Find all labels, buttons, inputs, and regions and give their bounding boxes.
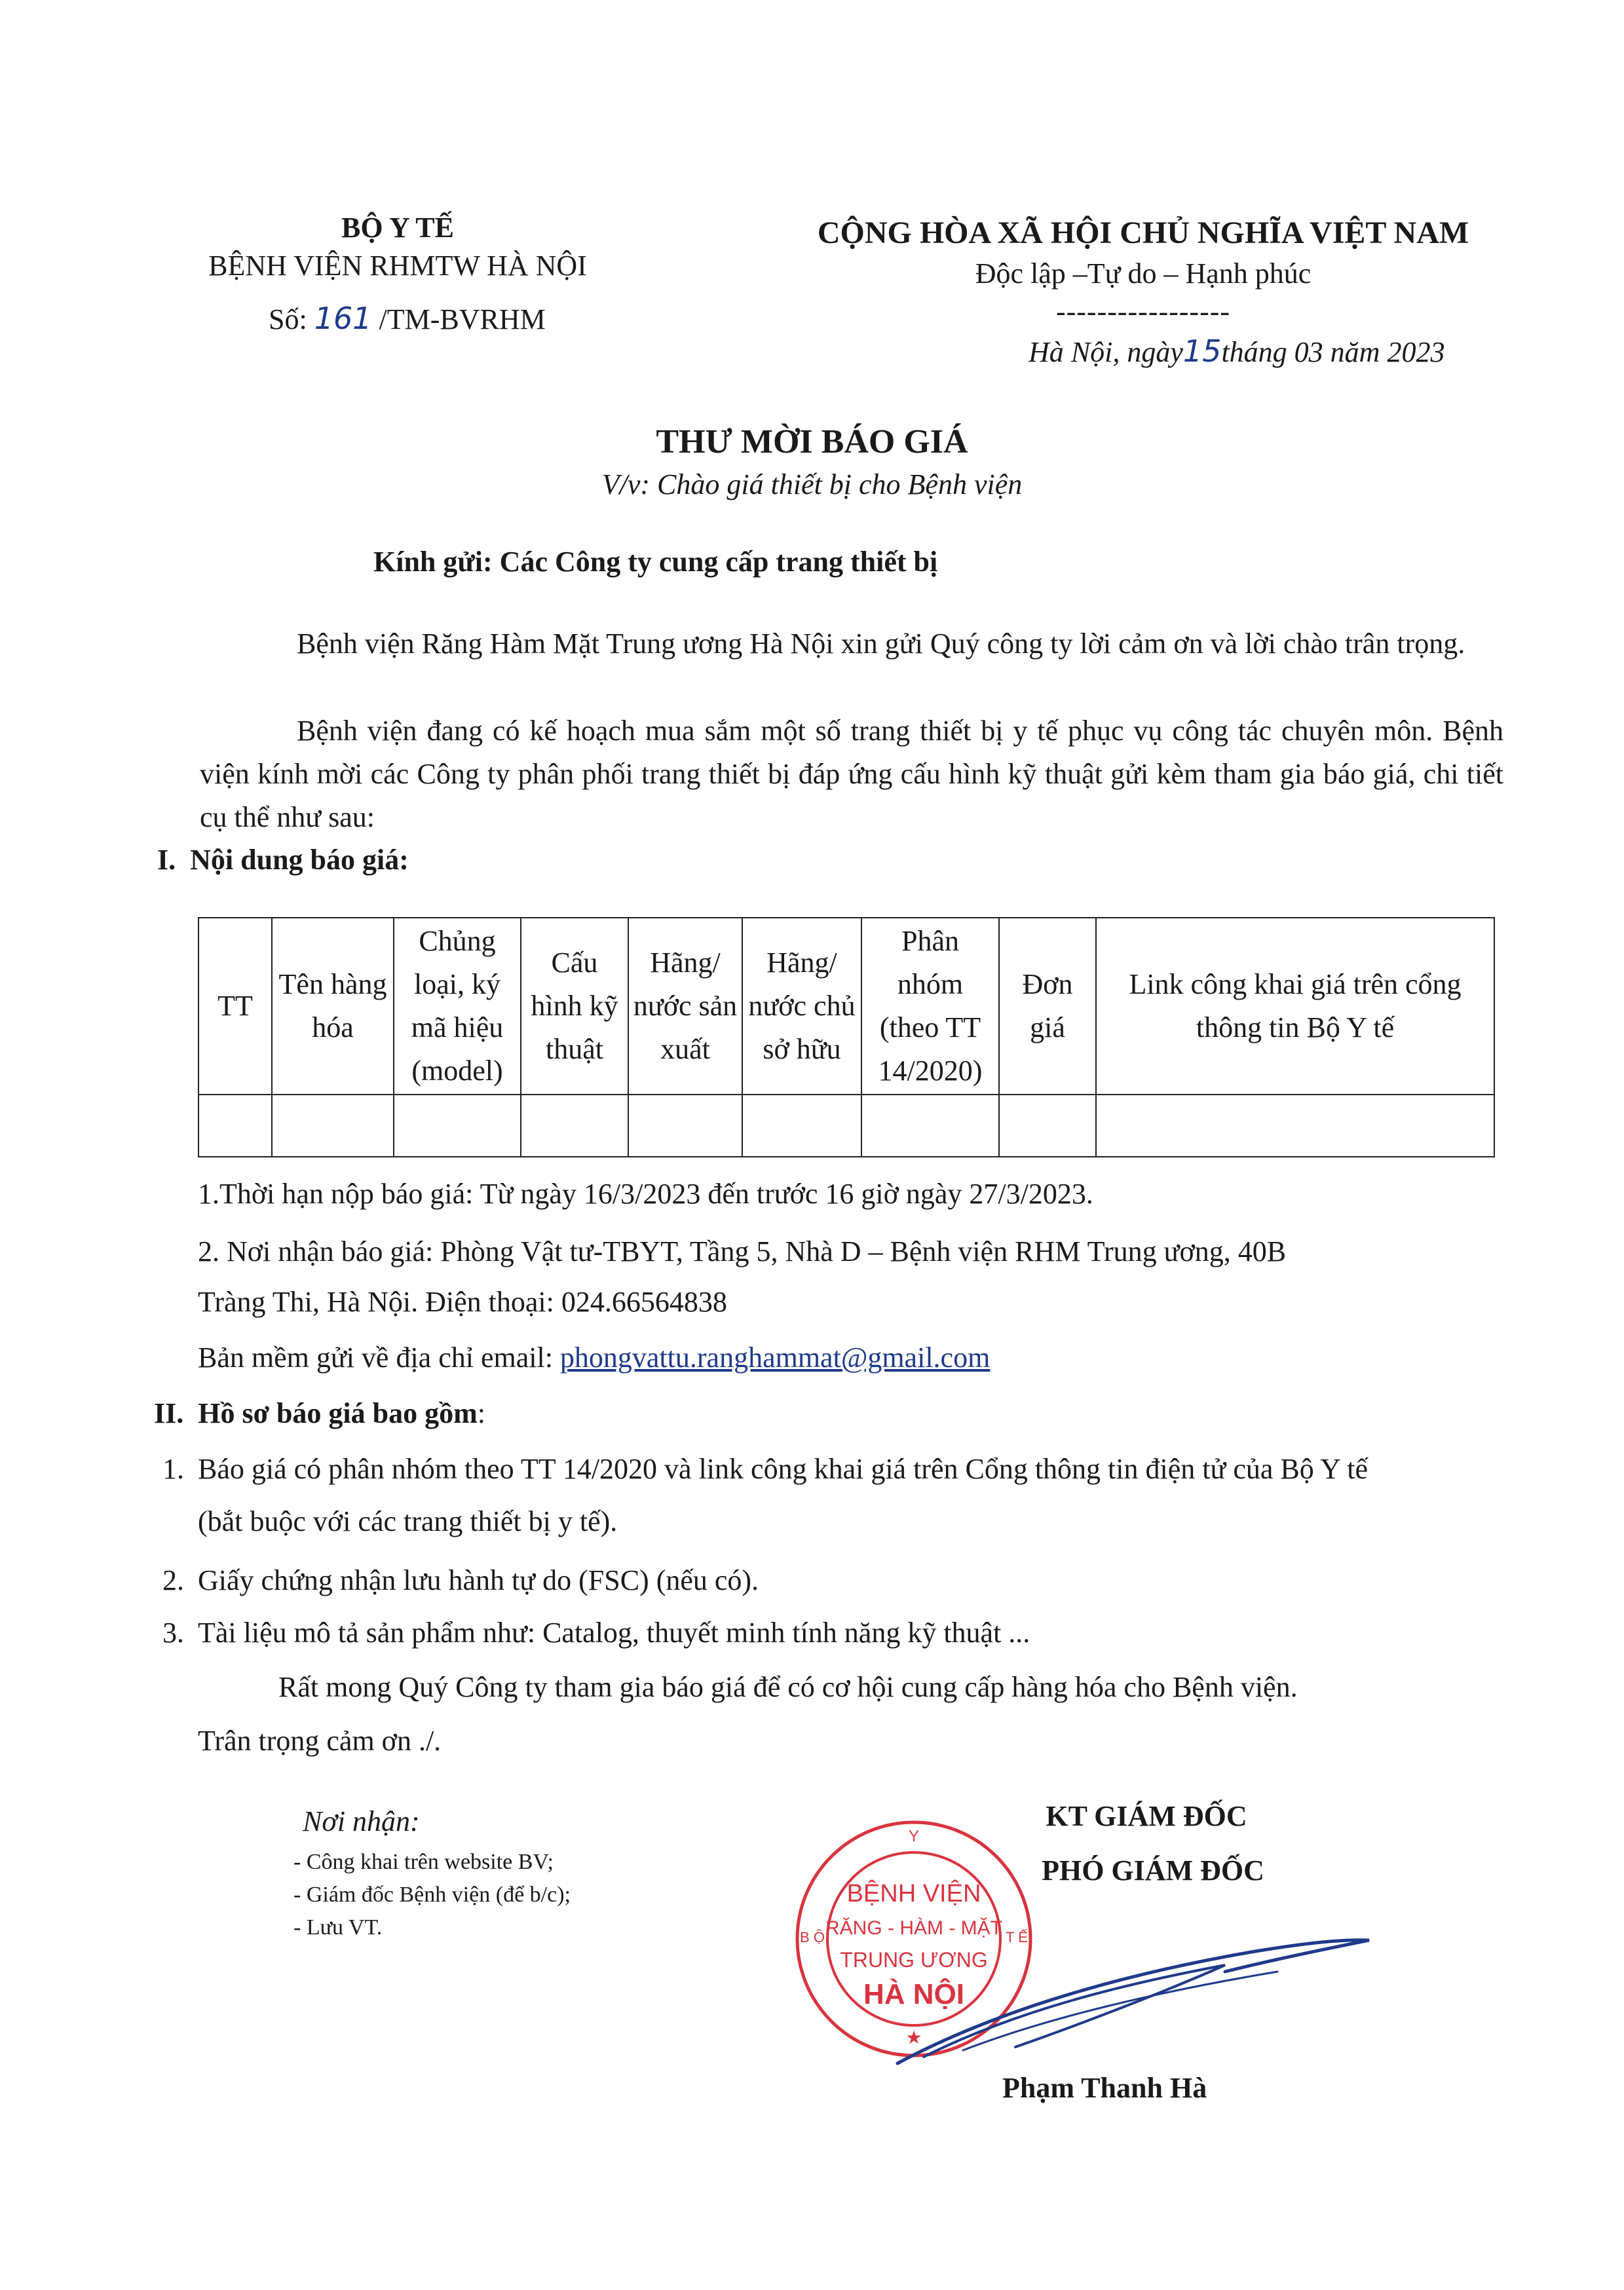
header-cell-group: Phân nhóm (theo TT 14/2020) <box>861 918 999 1095</box>
section-2-heading-text: II. Hồ sơ báo giá bao gồm <box>154 1397 478 1429</box>
signature-stroke-3 <box>963 1972 1277 2050</box>
table-cell <box>198 1095 272 1157</box>
table-cell <box>999 1095 1096 1157</box>
recipient-item: - Lưu VT. <box>293 1915 383 1940</box>
signature-title-1: KT GIÁM ĐỐC <box>1046 1800 1247 1832</box>
table-cell <box>521 1095 628 1157</box>
address-item-line-2: Tràng Thi, Hà Nội. Điện thoại: 024.66564838 <box>198 1286 727 1318</box>
seal-ring-left: B Ộ <box>800 1929 825 1945</box>
document-subject: V/v: Chào giá thiết bị cho Bệnh viện <box>601 468 1023 500</box>
recipient-item: - Giám đốc Bệnh viện (để b/c); <box>293 1883 571 1907</box>
seal-ring-top: Y <box>908 1828 920 1845</box>
closing-line-1: Rất mong Quý Công ty tham gia báo giá để có cơ hội cung cấp hàng hóa cho Bệnh viện. <box>278 1671 1298 1703</box>
list-item-line: Giấy chứng nhận lưu hành tự do (FSC) (nếu có). <box>198 1564 759 1596</box>
email-prefix: Bản mềm gửi về địa chỉ email: <box>198 1342 553 1374</box>
signature-stroke-1 <box>897 1940 1369 2063</box>
seal-line-3: TRUNG ƯƠNG <box>840 1948 988 1972</box>
deadline-item: 1.Thời hạn nộp báo giá: Từ ngày 16/3/2023 đến trước 16 giờ ngày 27/3/2023. <box>198 1178 1093 1210</box>
header-cell-link: Link công khai giá trên cổng thông tin Bộ Y tế <box>1096 918 1494 1095</box>
header-cell-name: Tên hàng hóa <box>272 918 394 1095</box>
seal-line-1: BỆNH VIỆN <box>846 1880 981 1907</box>
signature-stroke-2 <box>924 1965 1225 2057</box>
table-row <box>198 1095 1494 1157</box>
header-cell-config: Cấu hình kỹ thuật <box>521 918 628 1095</box>
document-title: THƯ MỜI BÁO GIÁ <box>656 423 968 460</box>
email-link[interactable]: phongvattu.ranghammat@gmail.com <box>559 1342 991 1374</box>
header-divider: ----------------- <box>1055 295 1231 328</box>
list-item-line: (bắt buộc với các trang thiết bị y tế). <box>198 1505 618 1537</box>
table-cell <box>272 1095 394 1157</box>
section-2-heading <box>154 1395 485 1431</box>
table-cell <box>1096 1095 1494 1157</box>
motto: Độc lập –Tự do – Hạnh phúc <box>975 257 1312 290</box>
hospital-name: BỆNH VIỆN RHMTW HÀ NỘI <box>208 250 587 282</box>
seal-star-icon: ★ <box>905 2027 922 2048</box>
date-line <box>1029 333 1445 371</box>
date-prefix: Hà Nội, ngày <box>1029 336 1183 368</box>
table-cell <box>628 1095 742 1157</box>
seal-ring-right: T Ế <box>1006 1929 1028 1945</box>
number-suffix: /TM-BVRHM <box>379 303 546 335</box>
list-item-number: 2. <box>162 1564 184 1596</box>
document-number <box>269 300 546 338</box>
seal-line-2: RĂNG - HÀM - MẶT <box>825 1917 1002 1939</box>
number-prefix: Số: <box>269 303 307 335</box>
handwritten-signature <box>884 1900 1376 2070</box>
list-item-line: Báo giá có phân nhóm theo TT 14/2020 và link công khai giá trên Cổng thông tin điện tử của Bộ Y tế <box>198 1453 1368 1485</box>
recipients-title: Nơi nhận: <box>303 1805 420 1837</box>
list-item-number: 1. <box>162 1453 184 1485</box>
recipient-line: Kính gửi: Các Công ty cung cấp trang thiết bị <box>373 546 938 578</box>
table-header-row <box>198 918 1494 1095</box>
header-cell-tt: TT <box>198 918 272 1095</box>
closing-line-2: Trân trọng cảm ơn ./. <box>198 1725 442 1757</box>
signature-title-2: PHÓ GIÁM ĐỐC <box>1042 1854 1264 1886</box>
header-cell-price: Đơn giá <box>999 918 1096 1095</box>
section-2-heading-colon: : <box>477 1397 486 1429</box>
recipient-item: - Công khai trên website BV; <box>293 1850 554 1874</box>
quote-table <box>198 917 1495 1157</box>
date-suffix: tháng 03 năm 2023 <box>1221 336 1445 368</box>
email-line <box>198 1340 990 1376</box>
address-item-line-1: 2. Nơi nhận báo giá: Phòng Vật tư-TBYT, Tầng 5, Nhà D – Bệnh viện RHM Trung ương, 40B <box>198 1235 1287 1267</box>
list-item-number: 3. <box>162 1617 184 1649</box>
seal-line-4: HÀ NỘI <box>863 1978 964 2010</box>
intro-paragraph-1: Bệnh viện Răng Hàm Mặt Trung ương Hà Nội xin gửi Quý công ty lời cảm ơn và lời chào trân trọng. <box>297 628 1465 660</box>
intro-paragraph-2: Bệnh viện đang có kế hoạch mua sắm một số trang thiết bị y tế phục vụ công tác chuyên môn. Bệnh viện kính mời các Công ty phân phối trang thiết bị đáp ứng cấu hình kỹ thuật gửi kèm tham gia báo giá, chi tiết cụ thể như sau: <box>200 715 1503 833</box>
country-name: CỘNG HÒA XÃ HỘI CHỦ NGHĨA VIỆT NAM <box>817 216 1469 250</box>
section-1-heading: I. Nội dung báo giá: <box>157 844 409 876</box>
table-cell <box>861 1095 999 1157</box>
table-cell <box>742 1095 861 1157</box>
handwritten-number: 161 <box>314 301 372 336</box>
table-cell <box>394 1095 521 1157</box>
handwritten-day: 15 <box>1182 333 1222 369</box>
header-cell-manufacturer: Hãng/ nước sản xuất <box>628 918 742 1095</box>
recipients-list <box>293 1846 571 1944</box>
header-cell-owner: Hãng/ nước chủ sở hữu <box>742 918 861 1095</box>
header-cell-model: Chủng loại, ký mã hiệu (model) <box>394 918 521 1095</box>
ministry-name: BỘ Y TẾ <box>341 212 454 244</box>
signer-name: Phạm Thanh Hà <box>1002 2072 1207 2104</box>
list-item-line: Tài liệu mô tả sản phẩm như: Catalog, thuyết minh tính năng kỹ thuật ... <box>198 1617 1030 1649</box>
